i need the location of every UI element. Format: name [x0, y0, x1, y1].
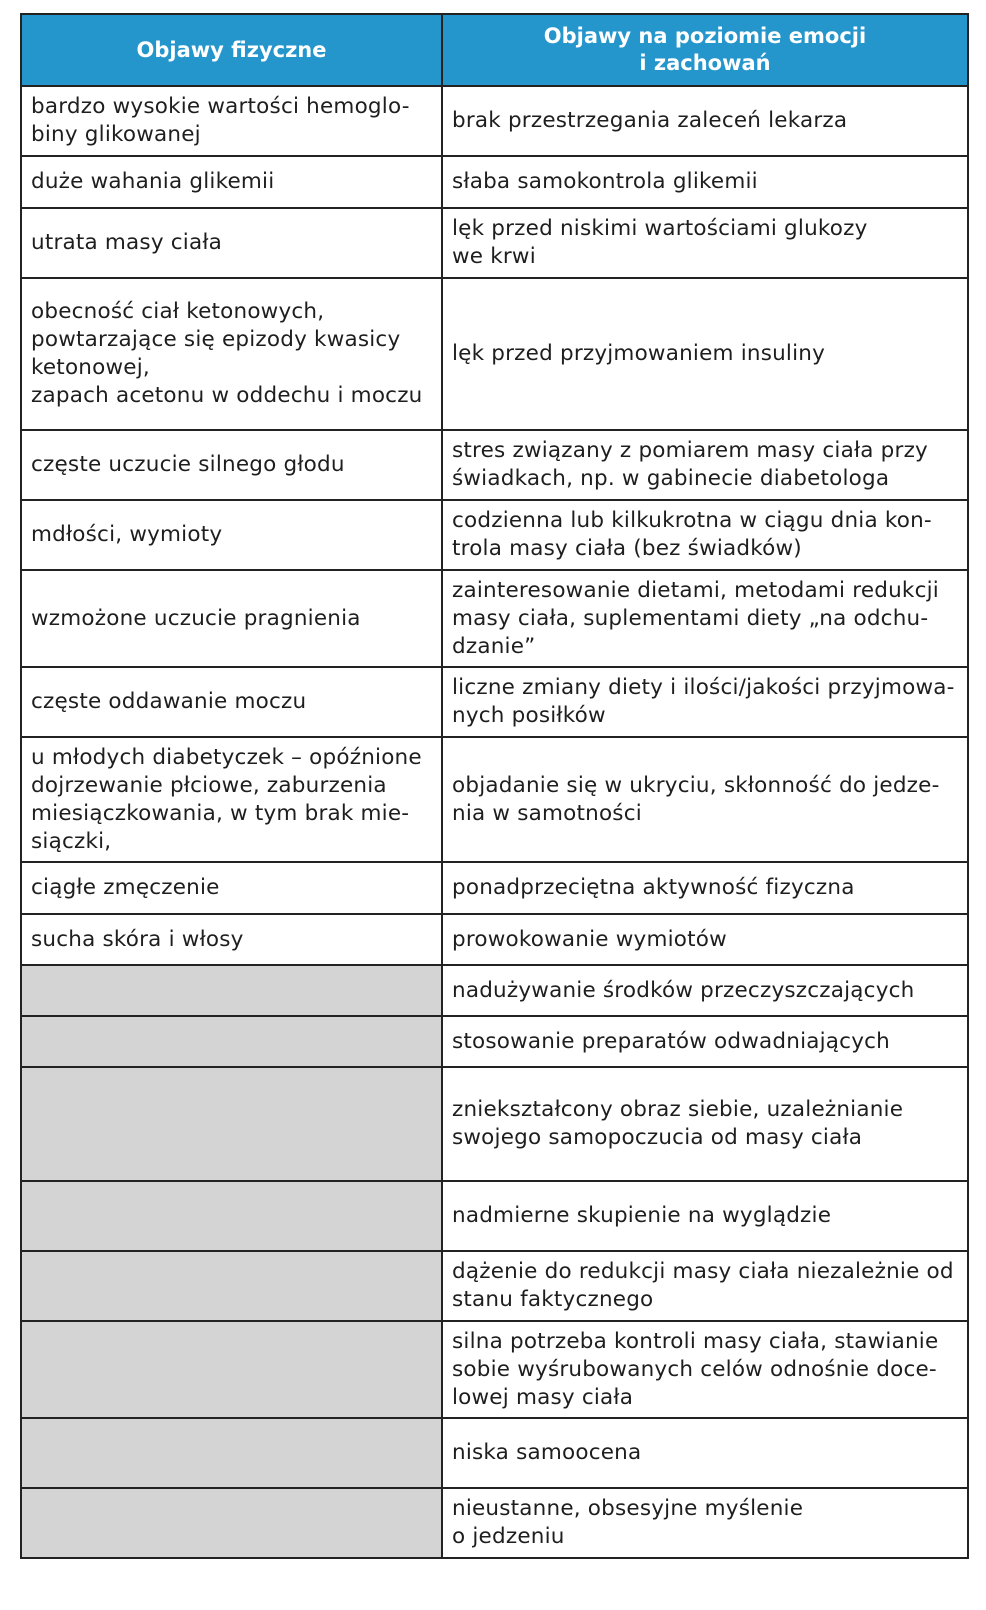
physical-symptom-cell	[21, 965, 442, 1016]
behavioral-symptom-cell: lęk przed niskimi wartościami glukozy we krwi	[442, 208, 968, 278]
behavioral-symptom-cell: brak przestrzegania zaleceń lekarza	[442, 86, 968, 156]
table-row	[21, 1251, 968, 1321]
behavioral-symptom-cell: liczne zmiany diety i ilości/jakości przyjmowa- nych posiłków	[442, 667, 968, 737]
physical-symptom-cell	[21, 1016, 442, 1067]
behavioral-symptom-cell: dążenie do redukcji masy ciała niezależnie od stanu faktycznego	[442, 1251, 968, 1321]
behavioral-symptom-cell: prowokowanie wymiotów	[442, 914, 968, 965]
table-row	[21, 500, 968, 570]
header-row	[21, 14, 968, 86]
header-emotional-behavioral-symptoms: Objawy na poziomie emocji i zachowań	[442, 14, 968, 86]
physical-symptom-cell: wzmożone uczucie pragnienia	[21, 570, 442, 667]
table-row	[21, 1067, 968, 1181]
table-row	[21, 430, 968, 500]
behavioral-symptom-cell: silna potrzeba kontroli masy ciała, stawianie sobie wyśrubowanych celów odnośnie doce- lowej masy ciała	[442, 1321, 968, 1418]
physical-symptom-cell: częste oddawanie moczu	[21, 667, 442, 737]
behavioral-symptom-cell: nadużywanie środków przeczyszczających	[442, 965, 968, 1016]
physical-symptom-cell: sucha skóra i włosy	[21, 914, 442, 965]
table-row	[21, 208, 968, 278]
physical-symptom-cell: obecność ciał ketonowych, powtarzające się epizody kwasicy ketonowej, zapach acetonu w oddechu i moczu	[21, 278, 442, 430]
behavioral-symptom-cell: niska samoocena	[442, 1418, 968, 1488]
table-row	[21, 965, 968, 1016]
physical-symptom-cell	[21, 1181, 442, 1251]
behavioral-symptom-cell: nieustanne, obsesyjne myślenie o jedzeniu	[442, 1488, 968, 1558]
physical-symptom-cell: utrata masy ciała	[21, 208, 442, 278]
behavioral-symptom-cell: lęk przed przyjmowaniem insuliny	[442, 278, 968, 430]
behavioral-symptom-cell: zainteresowanie dietami, metodami redukcji masy ciała, suplementami diety „na odchu- dzanie”	[442, 570, 968, 667]
table-row	[21, 667, 968, 737]
table-row	[21, 1418, 968, 1488]
header-physical-symptoms: Objawy fizyczne	[21, 14, 442, 86]
behavioral-symptom-cell: ponadprzeciętna aktywność fizyczna	[442, 862, 968, 914]
table-body	[21, 86, 968, 1558]
table-header	[21, 14, 968, 86]
table-row	[21, 1016, 968, 1067]
behavioral-symptom-cell: stres związany z pomiarem masy ciała przy świadkach, np. w gabinecie diabetologa	[442, 430, 968, 500]
physical-symptom-cell: duże wahania glikemii	[21, 156, 442, 208]
table-row	[21, 278, 968, 430]
behavioral-symptom-cell: codzienna lub kilkukrotna w ciągu dnia kon- trola masy ciała (bez świadków)	[442, 500, 968, 570]
behavioral-symptom-cell: słaba samokontrola glikemii	[442, 156, 968, 208]
table-row	[21, 86, 968, 156]
physical-symptom-cell: bardzo wysokie wartości hemoglo- biny glikowanej	[21, 86, 442, 156]
table-row	[21, 737, 968, 862]
physical-symptom-cell: u młodych diabetyczek – opóźnione dojrzewanie płciowe, zaburzenia miesiączkowania, w tym brak mie- siączki,	[21, 737, 442, 862]
behavioral-symptom-cell: stosowanie preparatów odwadniających	[442, 1016, 968, 1067]
behavioral-symptom-cell: objadanie się w ukryciu, skłonność do jedze- nia w samotności	[442, 737, 968, 862]
behavioral-symptom-cell: nadmierne skupienie na wyglądzie	[442, 1181, 968, 1251]
table-row	[21, 1181, 968, 1251]
physical-symptom-cell	[21, 1251, 442, 1321]
physical-symptom-cell: częste uczucie silnego głodu	[21, 430, 442, 500]
table-row	[21, 1321, 968, 1418]
table-row	[21, 156, 968, 208]
physical-symptom-cell	[21, 1067, 442, 1181]
table-row	[21, 914, 968, 965]
physical-symptom-cell	[21, 1418, 442, 1488]
physical-symptom-cell: mdłości, wymioty	[21, 500, 442, 570]
physical-symptom-cell	[21, 1488, 442, 1558]
symptoms-table	[20, 13, 969, 1559]
table-row	[21, 570, 968, 667]
table-row	[21, 862, 968, 914]
behavioral-symptom-cell: zniekształcony obraz siebie, uzależnianie swojego samopoczucia od masy ciała	[442, 1067, 968, 1181]
table-row	[21, 1488, 968, 1558]
physical-symptom-cell	[21, 1321, 442, 1418]
physical-symptom-cell: ciągłe zmęczenie	[21, 862, 442, 914]
